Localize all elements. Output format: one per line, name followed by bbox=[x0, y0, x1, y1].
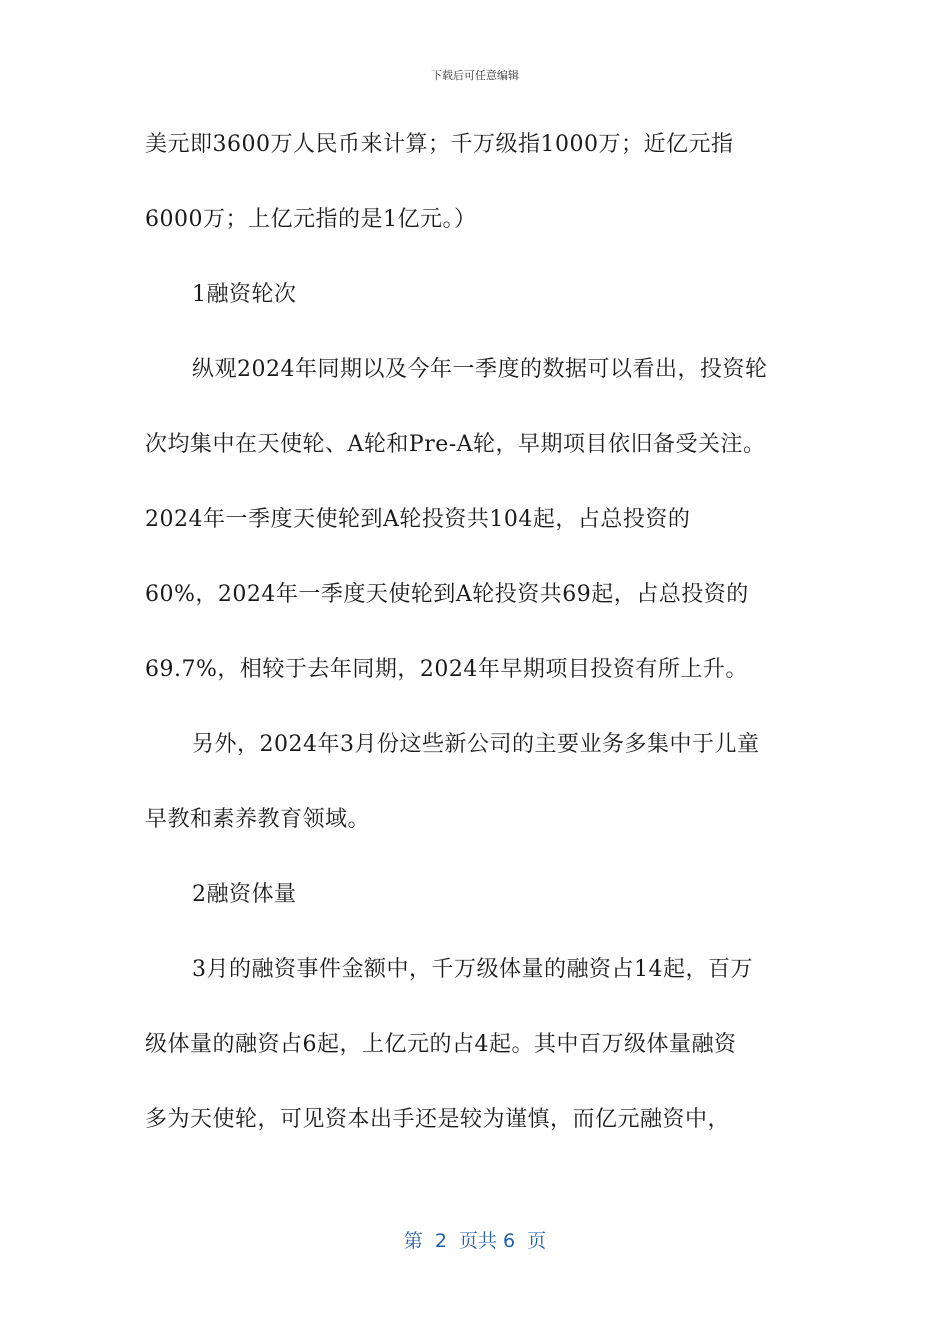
body-line: 多为天使轮，可见资本出手还是较为谨慎，而亿元融资中， bbox=[145, 1107, 731, 1132]
section-heading: 2融资体量 bbox=[192, 882, 297, 907]
body-line: 美元即3600万人民币来计算；千万级指1000万；近亿元指 bbox=[145, 132, 734, 157]
page-number-footer: 第 2 页共 6 页 bbox=[403, 1230, 547, 1252]
body-line: 69.7%，相较于去年同期，2024年早期项目投资有所上升。 bbox=[145, 657, 748, 682]
body-line: 3月的融资事件金额中，千万级体量的融资占14起，百万 bbox=[192, 957, 753, 982]
body-line: 级体量的融资占6起，上亿元的占4起。其中百万级体量融资 bbox=[145, 1032, 737, 1057]
body-line: 纵观2024年同期以及今年一季度的数据可以看出，投资轮 bbox=[192, 357, 768, 382]
body-line: 次均集中在天使轮、A轮和Pre-A轮，早期项目依旧备受关注。 bbox=[145, 432, 766, 457]
body-line: 2024年一季度天使轮到A轮投资共104起，占总投资的 bbox=[145, 507, 691, 532]
header-note: 下载后可任意编辑 bbox=[431, 69, 519, 82]
body-line: 60%，2024年一季度天使轮到A轮投资共69起，占总投资的 bbox=[145, 582, 749, 607]
body-line: 6000万；上亿元指的是1亿元。） bbox=[145, 207, 477, 232]
section-heading: 1融资轮次 bbox=[192, 282, 297, 307]
body-line: 另外，2024年3月份这些新公司的主要业务多集中于儿童 bbox=[192, 732, 760, 757]
body-line: 早教和素养教育领域。 bbox=[145, 807, 371, 832]
